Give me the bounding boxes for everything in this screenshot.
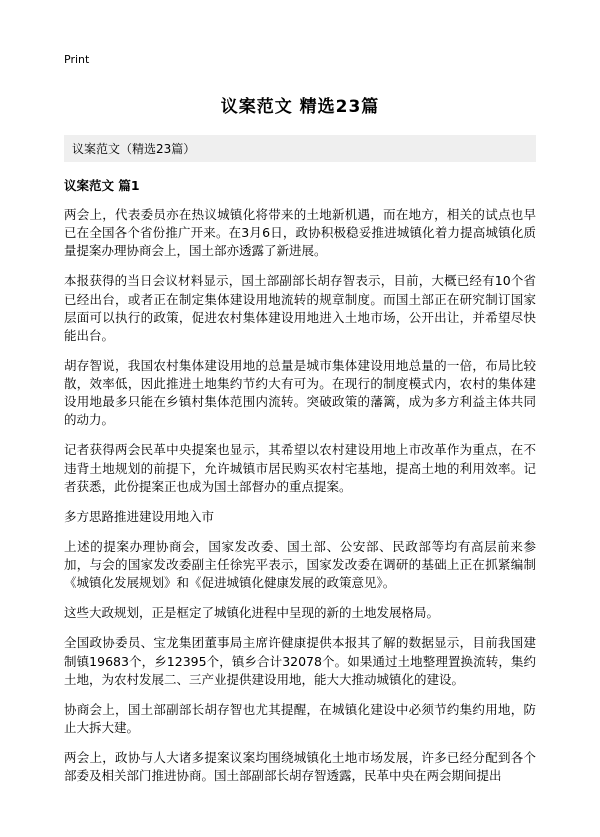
collection-title-bar: 议案范文（精选23篇） — [64, 135, 536, 162]
paragraph: 本报获得的当日会议材料显示，国土部副部长胡存智表示，目前，大概已经有10个省已经出台，或者正在制定集体建设用地流转的规章制度。而国土部正在研究制订国家层面可以执行的政策，促进农村集体建设用地进入土地市场，公开出让，并希望尽快能出台。 — [64, 273, 536, 343]
section-heading: 议案范文 篇1 — [64, 178, 140, 193]
paragraph: 协商会上，国土部副部长胡存智也尤其提醒，在城镇化建设中必须节约集约用地，防止大拆大建。 — [64, 701, 536, 735]
paragraph: 记者获得两会民革中央提案也显示，其希望以农村建设用地上市改革作为重点，在不违背土地规划的前提下，允许城镇市居民购买农村宅基地，提高土地的利用效率。记者获悉，此份提案正也成为国土部督办的重点提案。 — [64, 442, 536, 494]
paragraph: 这些大政规划，正是框定了城镇化进程中呈现的新的土地发展格局。 — [64, 605, 440, 621]
paragraph: 胡存智说，我国农村集体建设用地的总量是城市集体建设用地总量的一倍，布局比较散，效率低，因此推进土地集约节约大有可为。在现行的制度模式内，农村的集体建设用地最多只能在乡镇村集体范围内流转。突破政策的藩篱，成为多方利益主体共同的动力。 — [64, 357, 536, 428]
paragraph: 两会上，政协与人大诸多提案议案均围绕城镇化土地市场发展，许多已经分配到各个部委及相关部门推进协商。国土部副部长胡存智透露，民革中央在两会期间提出 — [64, 750, 536, 784]
print-link[interactable]: Print — [64, 53, 90, 66]
paragraph: 上述的提案办理协商会，国家发改委、国土部、公安部、民政部等均有高层前来参加，与会的国家发改委副主任徐宪平表示，国家发改委在调研的基础上正在抓紧编制《城镇化发展规划》和《促进城镇化健康发展的政策意见》。 — [64, 538, 536, 591]
paragraph: 全国政协委员、宝龙集团董事局主席许健康提供本报其了解的数据显示，目前我国建制镇19683个，乡12395个，镇乡合计32078个。如果通过土地整理置换流转，集约土地，为农村发展二、三产业提供建设用地，能大大推动城镇化的建设。 — [64, 635, 536, 687]
document-title: 议案范文 精选23篇 — [220, 97, 380, 117]
paragraph: 两会上，代表委员亦在热议城镇化将带来的土地新机遇，而在地方，相关的试点也早已在全国各个省份推广开来。在3月6日，政协积极稳妥推进城镇化着力提高城镇化质量提案办理协商会上，国土部亦透露了新进展。 — [64, 207, 536, 259]
sub-heading-line: 多方思路推进建设用地入市 — [64, 508, 215, 524]
